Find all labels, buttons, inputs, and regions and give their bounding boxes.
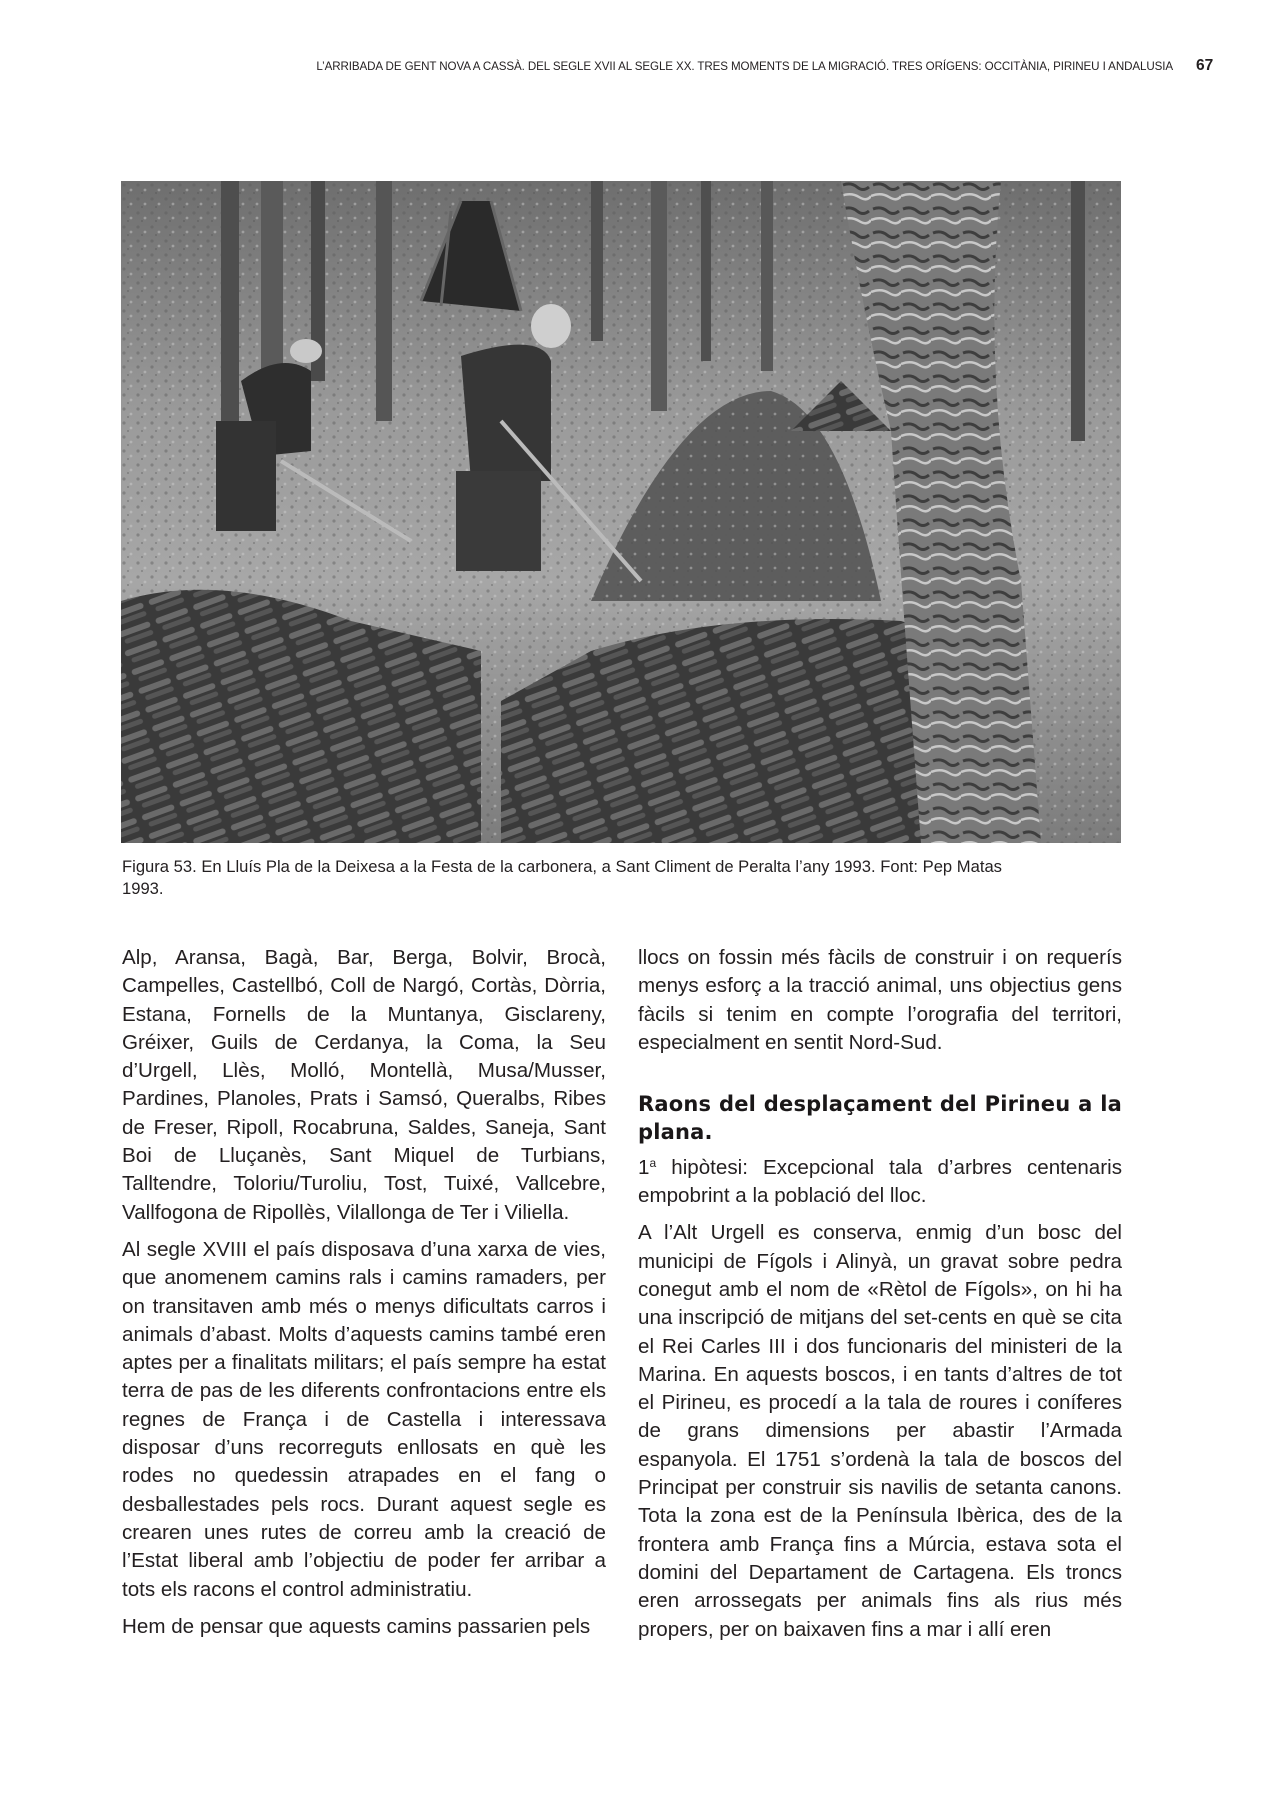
paragraph-continued: llocs on fossin més fàcils de construir i on requerís menys esforç a la tracció animal, uns objectius gens fàcils si tenim en compte l’orografia del territori, especialment en sentit Nord-Sud. bbox=[638, 946, 1122, 1054]
figure-caption bbox=[122, 856, 1122, 900]
hypothesis-text: hipòtesi: Excepcional tala d’arbres centenaris empobrint a la població del lloc. bbox=[638, 1155, 1122, 1208]
running-header-title: L’ARRIBADA DE GENT NOVA A CASSÀ. DEL SEGLE XVII AL SEGLE XX. TRES MOMENTS DE LA MIGRACIÓ. TRES ORÍGENS: OCCITÀNIA, PIRINEU I ANDALUSIA bbox=[316, 60, 1173, 73]
caption-line-1: Figura 53. En Lluís Pla de la Deixesa a la Festa de la carbonera, a Sant Climent de Peralta l’any 1993. Font: Pep Matas bbox=[122, 857, 1002, 876]
figure-photo bbox=[121, 181, 1121, 843]
paragraph-roads-continued: Hem de pensar que aquests camins passarien pels bbox=[122, 1614, 591, 1638]
paragraph-hypothesis bbox=[638, 1154, 1122, 1211]
charcoal-kiln-photo bbox=[121, 181, 1121, 843]
page-number: 67 bbox=[1196, 57, 1214, 74]
paragraph-place-list: Alp, Aransa, Bagà, Bar, Berga, Bolvir, Brocà, Campelles, Castellbó, Coll de Nargó, Cortàs, Dòrria, Estana, Fornells de la Muntanya, Gisclareny, Gréixer, Guils de Cerdanya, la Coma, la Seu d’Urgell, Llès, Molló, Montellà, Musa/Musser, Pardines, Planoles, Prats i Samsó, Queralbs, Ribes de Freser, Ripoll, Rocabruna, Saldes, Saneja, Sant Boi de Lluçanès, Sant Miquel de Turbians, Talltendre, Toloriu/Turoliu, Tost, Tuixé, Vallcebre, Vallfogona de Ripollès, Vilallonga de Ter i Viliella. bbox=[122, 946, 606, 1224]
section-heading: Raons del desplaçament del Pirineu a la plana. bbox=[638, 1092, 1122, 1145]
caption-line-2: 1993. bbox=[122, 879, 164, 898]
hypothesis-ordinal: a bbox=[649, 1155, 657, 1170]
hypothesis-number: 1 bbox=[638, 1155, 650, 1179]
right-column bbox=[638, 944, 1122, 1653]
left-column bbox=[122, 944, 606, 1650]
paragraph-figols: A l’Alt Urgell es conserva, enmig d’un bosc del municipi de Fígols i Alinyà, un gravat sobre pedra conegut amb el nom de «Rètol de Fígols», on hi ha una inscripció de mitjans del set-cents en què se cita el Rei Carles III i dos funcionaris del ministeri de la Marina. En aquests boscos, i en tants d’altres de tot el Pirineu, es procedí a la tala de roures i coníferes de grans dimensions per abastir l’Armada espanyola. El 1751 s’ordenà la tala de boscos del Principat per construir sis navilis de setanta canons. Tota la zona est de la Península Ibèrica, des de la frontera amb França fins a Múrcia, estava sota el domini del Departament de Cartagena. Els troncs eren arrossegats per animals fins als rius més propers, per on baixaven fins a mar i allí eren bbox=[638, 1221, 1122, 1641]
paragraph-roads: Al segle XVIII el país disposava d’una xarxa de vies, que anomenem camins rals i camins ramaders, per on transitaven amb més o menys dificultats carros i animals d’abast. Molts d’aquests camins també eren aptes per a finalitats militars; el país sempre ha estat terra de pas de les diferents confrontacions entre els regnes de França i de Castella i interessava disposar d’uns recorreguts enllosats en què les rodes no quedessin atrapades en el fang o desballestades pels rocs. Durant aquest segle es crearen unes rutes de correu amb la creació de l’Estat liberal amb l’objectiu de poder fer arribar a tots els racons el control administratiu. bbox=[122, 1237, 606, 1601]
